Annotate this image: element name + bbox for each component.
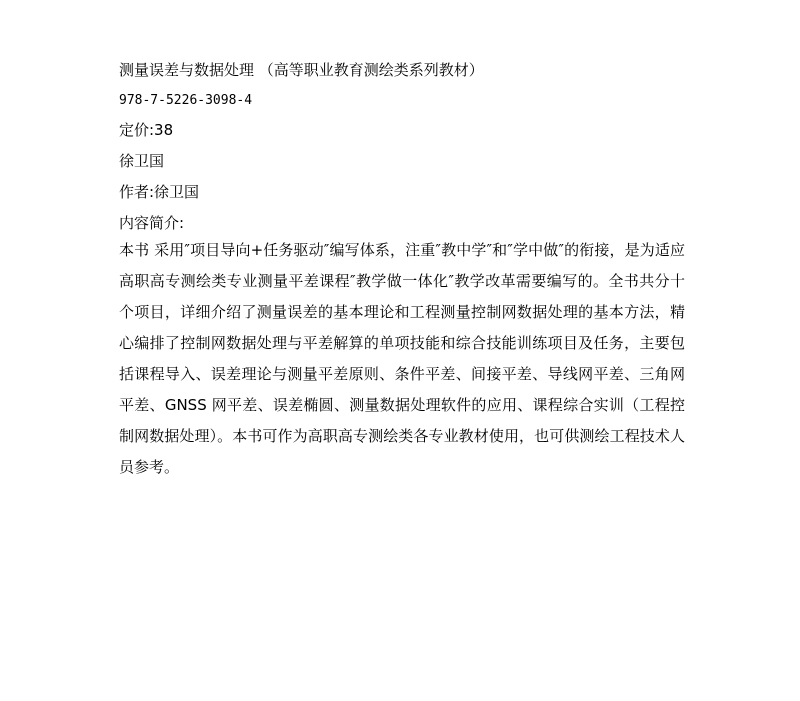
intro-label: 内容简介: <box>119 214 185 232</box>
book-info-document <box>119 60 689 483</box>
book-title: 测量误差与数据处理 （高等职业教育测绘类系列教材） <box>119 61 484 79</box>
book-author-line: 作者:徐卫国 <box>119 183 200 201</box>
intro-text: 本书 采用″项目导向+任务驱动″编写体系，注重″教中学″和″学中做″的衔接，是为适应高职高专测绘类专业测量平差课程″教学做一体化″教学改革需要编写的。全书共分十个项目，详细介绍了测量误差的基本理论和工程测量控制网数据处理的基本方法，精心编排了控制网数据处理与平差解算的单项技能和综合技能训练项目及任务，主要包括课程导入、误差理论与测量平差原则、条件平差、间接平差、导线网平差、三角网平差、GNSS 网平差、误差椭圆、测量数据处理软件的应用、课程综合实训（工程控制网数据处理）。本书可作为高职高专测绘类各专业教材使用，也可供测绘工程技术人员参考。 <box>119 241 685 476</box>
book-isbn: 978-7-5226-3098-4 <box>119 93 253 108</box>
book-price: 定价:38 <box>119 121 174 139</box>
book-author-name: 徐卫国 <box>119 152 165 170</box>
